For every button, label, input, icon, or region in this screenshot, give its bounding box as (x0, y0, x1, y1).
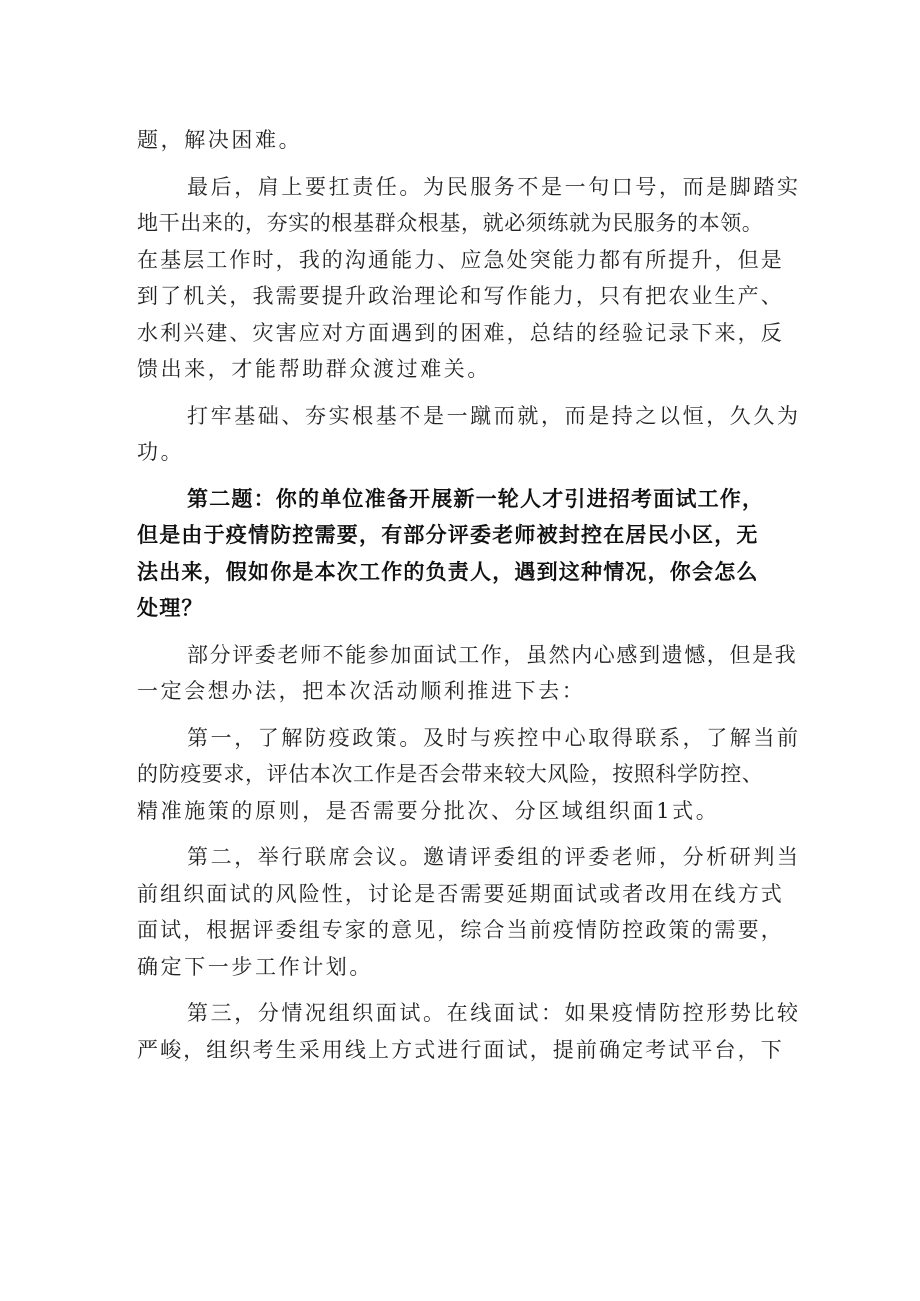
text-line: 馈出来，才能帮助群众渡过难关。 (137, 357, 491, 381)
text-line: 题，解决困难。 (137, 128, 303, 152)
paragraph-start-line: 第一，了解防疫政策。及时与疾控中心取得联系，了解当前 (187, 725, 801, 750)
question-heading-line: 处理？ (137, 596, 204, 620)
text-line: 一定会想办法，把本次活动顺利推进下去： (137, 679, 586, 703)
text-line: 面试，根据评委组专家的意见，综合当前疫情防控政策的需要， (137, 918, 784, 942)
text-line: 功。 (137, 440, 185, 464)
question-heading-line: 法出来，假如你是本次工作的负责人，遇到这种情况，你会怎么 (137, 559, 759, 584)
text-line: 到了机关，我需要提升政治理论和写作能力，只有把农业生产、 (137, 284, 784, 308)
text-line: 严峻，组织考生采用线上方式进行面试，提前确定考试平台，下 (137, 1037, 784, 1062)
text-line: 前组织面试的风险性，讨论是否需要延期面试或者改用在线方式 (137, 881, 784, 906)
text-line: 地干出来的，夯实的根基群众根基，就必须练就为民服务的本领。 (137, 211, 764, 235)
question-heading-line: 但是由于疫情防控需要，有部分评委老师被封控在居民小区，无 (137, 523, 759, 547)
paragraph-start-line: 最后，肩上要扛责任。为民服务不是一句口号，而是脚踏实 (187, 174, 801, 199)
text-line: 精准施策的原则，是否需要分批次、分区域组织面1式。 (137, 798, 720, 823)
text-line: 确定下一步工作计划。 (137, 954, 373, 979)
document-page (137, 122, 801, 1068)
text-line: 在基层工作时，我的沟通能力、应急处突能力都有所提升，但是 (137, 247, 784, 272)
paragraph-start-line: 打牢基础、夯实根基不是一蹴而就，而是持之以恒，久久为 (187, 403, 801, 428)
text-line: 的防疫要求，评估本次工作是否会带来较大风险，按照科学防控、 (137, 762, 764, 786)
paragraph-start-line: 部分评委老师不能参加面试工作，虽然内心感到遗憾，但是我 (187, 642, 798, 667)
question-heading-line: 第二题：你的单位准备开展新一轮人才引进招考面试工作， (187, 486, 765, 511)
text-line: 水利兴建、灾害应对方面遇到的困难，总结的经验记录下来，反 (137, 320, 784, 345)
paragraph-start-line: 第三，分情况组织面试。在线面试：如果疫情防控形势比较 (187, 1001, 801, 1025)
paragraph-start-line: 第二，举行联席会议。邀请评委组的评委老师，分析研判当 (187, 845, 801, 869)
